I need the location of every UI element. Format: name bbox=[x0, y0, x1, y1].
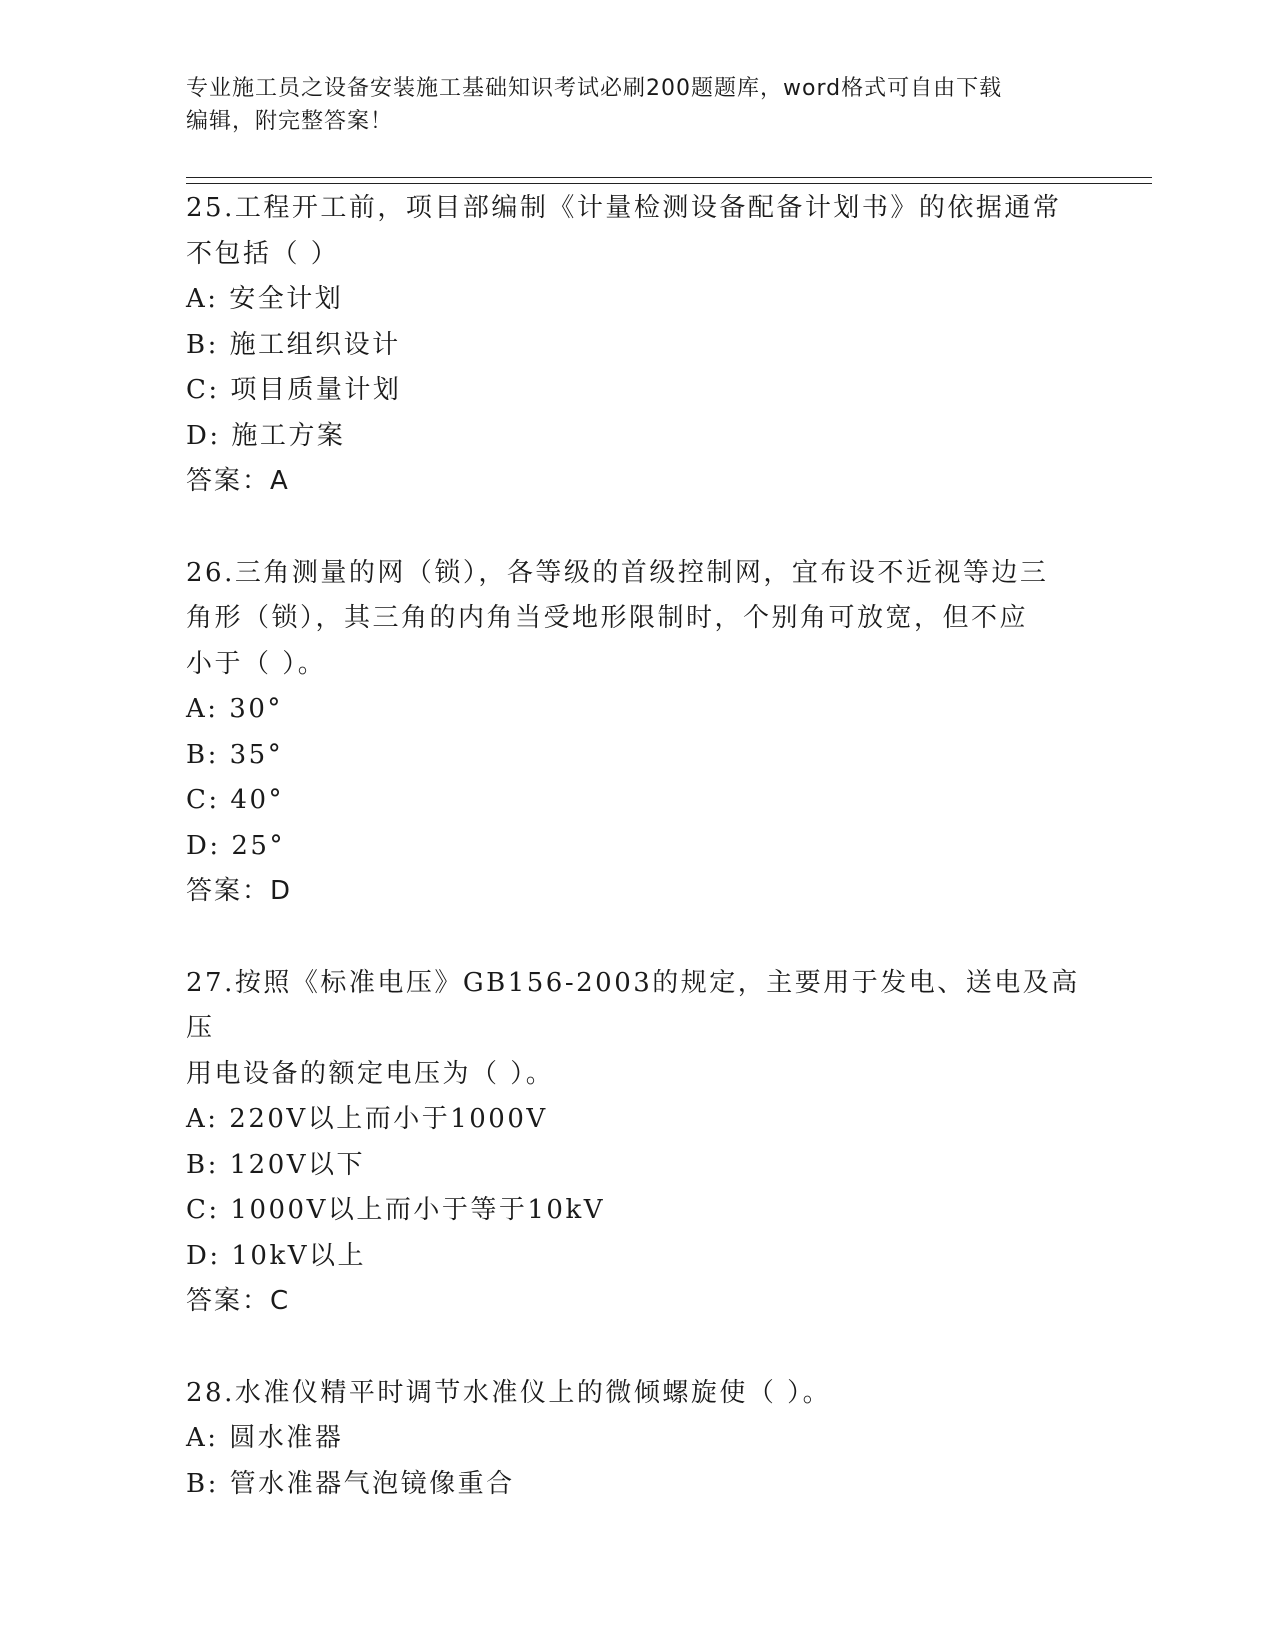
option-c: C: 项目质量计划 bbox=[186, 375, 402, 405]
question-stem-line: 小于（ ）。 bbox=[186, 648, 327, 679]
question-28 bbox=[186, 1371, 1086, 1508]
document-header bbox=[186, 72, 1066, 138]
question-stem-line: 28.水准仪精平时调节水准仪上的微倾螺旋使（ ）。 bbox=[186, 1377, 832, 1408]
header-rule-bottom bbox=[186, 183, 1152, 184]
option-d: D: 25° bbox=[186, 830, 285, 861]
question-stem-line: 角形（锁），其三角的内角当受地形限制时，个别角可放宽，但不应 bbox=[186, 603, 1029, 633]
option-b: B: 35° bbox=[186, 739, 284, 770]
option-b: B: 120V以下 bbox=[186, 1149, 366, 1180]
option-d: D: 施工方案 bbox=[186, 420, 346, 451]
question-list bbox=[186, 186, 1086, 1553]
answer-line: 答案：A bbox=[186, 466, 290, 496]
question-stem-line: 25.工程开工前，项目部编制《计量检测设备配备计划书》的依据通常 bbox=[186, 193, 1062, 223]
question-stem-line: 26.三角测量的网（锁），各等级的首级控制网，宜布设不近视等边三 bbox=[186, 557, 1049, 588]
option-a: A: 30° bbox=[186, 694, 283, 724]
header-rule-top bbox=[186, 177, 1152, 178]
option-a: A: 220V以上而小于1000V bbox=[186, 1104, 548, 1134]
header-line-1: 专业施工员之设备安装施工基础知识考试必刷200题题库，word格式可自由下载 bbox=[186, 76, 1003, 101]
question-25 bbox=[186, 186, 1086, 505]
question-stem-line: 用电设备的额定电压为（ ）。 bbox=[186, 1058, 555, 1089]
question-stem-line: 27.按照《标准电压》GB156-2003的规定，主要用于发电、送电及高压 bbox=[186, 967, 1080, 1043]
option-b: B: 施工组织设计 bbox=[186, 329, 401, 360]
header-line-2: 编辑，附完整答案！ bbox=[186, 109, 394, 134]
question-27 bbox=[186, 961, 1086, 1325]
option-a: A: 圆水准器 bbox=[186, 1423, 344, 1453]
option-c: C: 40° bbox=[186, 785, 285, 815]
question-stem-line: 不包括（ ） bbox=[186, 238, 340, 269]
option-d: D: 10kV以上 bbox=[186, 1240, 366, 1271]
question-26 bbox=[186, 551, 1086, 915]
option-a: A: 安全计划 bbox=[186, 284, 344, 314]
answer-line: 答案：C bbox=[186, 1286, 291, 1316]
option-b: B: 管水准器气泡镜像重合 bbox=[186, 1468, 515, 1499]
option-c: C: 1000V以上而小于等于10kV bbox=[186, 1195, 605, 1225]
answer-line: 答案：D bbox=[186, 876, 293, 906]
